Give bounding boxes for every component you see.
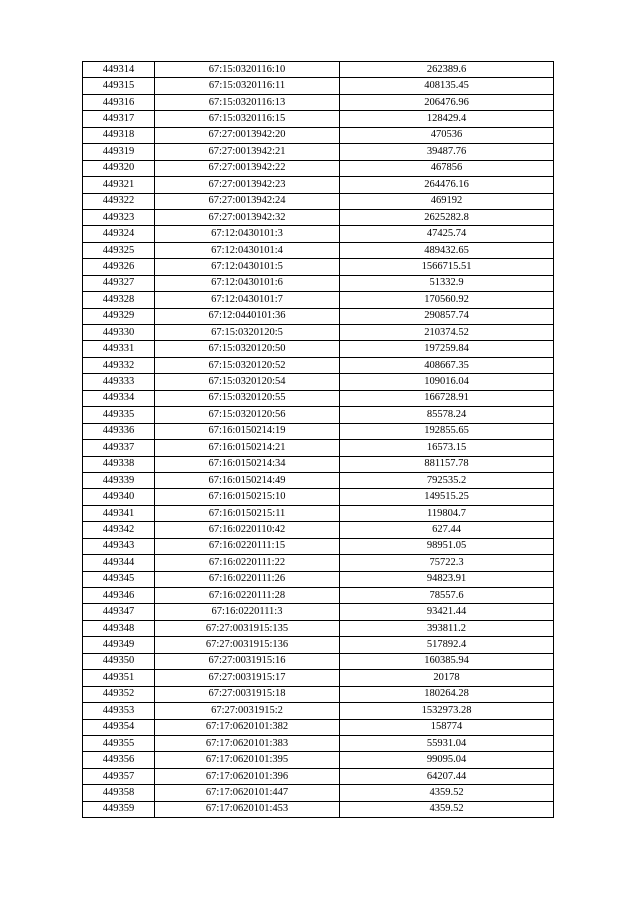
row-number-cell: 449334 (83, 390, 155, 406)
row-number-cell: 449322 (83, 193, 155, 209)
cadastral-number-cell: 67:16:0220111:3 (155, 604, 340, 620)
table-row (83, 259, 554, 275)
value-cell: 264476.16 (340, 177, 554, 193)
value-cell: 627.44 (340, 522, 554, 538)
table-row (83, 275, 554, 291)
cadastral-number-cell: 67:17:0620101:395 (155, 752, 340, 768)
table-row (83, 407, 554, 423)
row-number-cell: 449347 (83, 604, 155, 620)
table-row (83, 522, 554, 538)
cadastral-number-cell: 67:17:0620101:453 (155, 801, 340, 817)
cadastral-number-cell: 67:15:0320120:55 (155, 390, 340, 406)
cadastral-number-cell: 67:27:0013942:22 (155, 160, 340, 176)
value-cell: 210374.52 (340, 325, 554, 341)
table-row (83, 160, 554, 176)
cadastral-number-cell: 67:15:0320116:13 (155, 94, 340, 110)
value-cell: 467856 (340, 160, 554, 176)
value-cell: 408135.45 (340, 78, 554, 94)
value-cell: 469192 (340, 193, 554, 209)
cadastral-number-cell: 67:12:0430101:5 (155, 259, 340, 275)
data-table (82, 61, 554, 818)
cadastral-number-cell: 67:27:0013942:21 (155, 144, 340, 160)
row-number-cell: 449315 (83, 78, 155, 94)
cadastral-number-cell: 67:16:0150214:21 (155, 440, 340, 456)
cadastral-number-cell: 67:15:0320120:52 (155, 357, 340, 373)
row-number-cell: 449358 (83, 785, 155, 801)
cadastral-number-cell: 67:16:0150214:49 (155, 472, 340, 488)
table-row (83, 242, 554, 258)
table-body (83, 62, 554, 818)
cadastral-number-cell: 67:27:0031915:136 (155, 637, 340, 653)
row-number-cell: 449340 (83, 489, 155, 505)
row-number-cell: 449353 (83, 703, 155, 719)
cadastral-number-cell: 67:27:0031915:2 (155, 703, 340, 719)
cadastral-number-cell: 67:12:0430101:6 (155, 275, 340, 291)
cadastral-number-cell: 67:27:0013942:20 (155, 127, 340, 143)
table-row (83, 292, 554, 308)
value-cell: 4359.52 (340, 801, 554, 817)
row-number-cell: 449342 (83, 522, 155, 538)
cadastral-number-cell: 67:16:0150215:10 (155, 489, 340, 505)
cadastral-number-cell: 67:12:0440101:36 (155, 308, 340, 324)
row-number-cell: 449316 (83, 94, 155, 110)
table-row (83, 226, 554, 242)
table-row (83, 670, 554, 686)
value-cell: 55931.04 (340, 735, 554, 751)
cadastral-number-cell: 67:17:0620101:382 (155, 719, 340, 735)
row-number-cell: 449330 (83, 325, 155, 341)
table-row (83, 325, 554, 341)
value-cell: 170560.92 (340, 292, 554, 308)
value-cell: 98951.05 (340, 538, 554, 554)
row-number-cell: 449346 (83, 588, 155, 604)
row-number-cell: 449345 (83, 571, 155, 587)
row-number-cell: 449329 (83, 308, 155, 324)
table-row (83, 703, 554, 719)
value-cell: 160385.94 (340, 653, 554, 669)
cadastral-number-cell: 67:16:0220110:42 (155, 522, 340, 538)
cadastral-number-cell: 67:27:0013942:24 (155, 193, 340, 209)
cadastral-number-cell: 67:16:0220111:15 (155, 538, 340, 554)
row-number-cell: 449325 (83, 242, 155, 258)
cadastral-number-cell: 67:27:0031915:135 (155, 620, 340, 636)
row-number-cell: 449359 (83, 801, 155, 817)
value-cell: 39487.76 (340, 144, 554, 160)
row-number-cell: 449352 (83, 686, 155, 702)
value-cell: 51332.9 (340, 275, 554, 291)
table-row (83, 505, 554, 521)
value-cell: 119804.7 (340, 505, 554, 521)
row-number-cell: 449332 (83, 357, 155, 373)
table-row (83, 768, 554, 784)
row-number-cell: 449337 (83, 440, 155, 456)
row-number-cell: 449324 (83, 226, 155, 242)
row-number-cell: 449344 (83, 555, 155, 571)
cadastral-number-cell: 67:12:0430101:4 (155, 242, 340, 258)
table-row (83, 308, 554, 324)
row-number-cell: 449321 (83, 177, 155, 193)
value-cell: 75722.3 (340, 555, 554, 571)
row-number-cell: 449331 (83, 341, 155, 357)
value-cell: 180264.28 (340, 686, 554, 702)
table-row (83, 785, 554, 801)
value-cell: 290857.74 (340, 308, 554, 324)
value-cell: 2625282.8 (340, 209, 554, 225)
cadastral-number-cell: 67:16:0150215:11 (155, 505, 340, 521)
table-row (83, 472, 554, 488)
table-row (83, 144, 554, 160)
table-row (83, 341, 554, 357)
row-number-cell: 449357 (83, 768, 155, 784)
table-row (83, 571, 554, 587)
table-row (83, 94, 554, 110)
value-cell: 4359.52 (340, 785, 554, 801)
table-row (83, 440, 554, 456)
row-number-cell: 449355 (83, 735, 155, 751)
value-cell: 1532973.28 (340, 703, 554, 719)
value-cell: 393811.2 (340, 620, 554, 636)
table-row (83, 357, 554, 373)
table-row (83, 127, 554, 143)
cadastral-number-cell: 67:15:0320116:15 (155, 111, 340, 127)
table-row (83, 555, 554, 571)
cadastral-number-cell: 67:16:0220111:28 (155, 588, 340, 604)
cadastral-number-cell: 67:12:0430101:3 (155, 226, 340, 242)
cadastral-number-cell: 67:16:0150214:19 (155, 423, 340, 439)
cadastral-number-cell: 67:27:0013942:32 (155, 209, 340, 225)
value-cell: 20178 (340, 670, 554, 686)
cadastral-number-cell: 67:15:0320116:11 (155, 78, 340, 94)
table-row (83, 423, 554, 439)
row-number-cell: 449319 (83, 144, 155, 160)
table-row (83, 374, 554, 390)
cadastral-number-cell: 67:15:0320120:56 (155, 407, 340, 423)
cadastral-number-cell: 67:16:0220111:22 (155, 555, 340, 571)
row-number-cell: 449320 (83, 160, 155, 176)
table-row (83, 177, 554, 193)
cadastral-number-cell: 67:15:0320120:54 (155, 374, 340, 390)
table-row (83, 735, 554, 751)
value-cell: 881157.78 (340, 456, 554, 472)
row-number-cell: 449318 (83, 127, 155, 143)
cadastral-number-cell: 67:27:0031915:17 (155, 670, 340, 686)
row-number-cell: 449338 (83, 456, 155, 472)
table-row (83, 538, 554, 554)
row-number-cell: 449335 (83, 407, 155, 423)
value-cell: 47425.74 (340, 226, 554, 242)
table-row (83, 801, 554, 817)
value-cell: 99095.04 (340, 752, 554, 768)
row-number-cell: 449328 (83, 292, 155, 308)
value-cell: 78557.6 (340, 588, 554, 604)
value-cell: 408667.35 (340, 357, 554, 373)
value-cell: 792535.2 (340, 472, 554, 488)
table-row (83, 653, 554, 669)
cadastral-number-cell: 67:15:0320120:50 (155, 341, 340, 357)
value-cell: 85578.24 (340, 407, 554, 423)
cadastral-number-cell: 67:17:0620101:396 (155, 768, 340, 784)
table-row (83, 111, 554, 127)
row-number-cell: 449326 (83, 259, 155, 275)
row-number-cell: 449350 (83, 653, 155, 669)
value-cell: 197259.84 (340, 341, 554, 357)
cadastral-number-cell: 67:16:0220111:26 (155, 571, 340, 587)
table-row (83, 752, 554, 768)
row-number-cell: 449336 (83, 423, 155, 439)
cadastral-number-cell: 67:12:0430101:7 (155, 292, 340, 308)
row-number-cell: 449314 (83, 62, 155, 78)
table-row (83, 489, 554, 505)
row-number-cell: 449339 (83, 472, 155, 488)
table-row (83, 637, 554, 653)
table-row (83, 209, 554, 225)
value-cell: 64207.44 (340, 768, 554, 784)
cadastral-number-cell: 67:27:0013942:23 (155, 177, 340, 193)
value-cell: 16573.15 (340, 440, 554, 456)
row-number-cell: 449348 (83, 620, 155, 636)
cadastral-number-cell: 67:16:0150214:34 (155, 456, 340, 472)
value-cell: 262389.6 (340, 62, 554, 78)
row-number-cell: 449354 (83, 719, 155, 735)
row-number-cell: 449341 (83, 505, 155, 521)
value-cell: 158774 (340, 719, 554, 735)
row-number-cell: 449317 (83, 111, 155, 127)
value-cell: 489432.65 (340, 242, 554, 258)
table-row (83, 719, 554, 735)
value-cell: 517892.4 (340, 637, 554, 653)
cadastral-number-cell: 67:17:0620101:447 (155, 785, 340, 801)
cadastral-number-cell: 67:15:0320116:10 (155, 62, 340, 78)
value-cell: 166728.91 (340, 390, 554, 406)
table-row (83, 456, 554, 472)
row-number-cell: 449351 (83, 670, 155, 686)
value-cell: 149515.25 (340, 489, 554, 505)
table-row (83, 78, 554, 94)
table-row (83, 390, 554, 406)
row-number-cell: 449333 (83, 374, 155, 390)
value-cell: 206476.96 (340, 94, 554, 110)
value-cell: 1566715.51 (340, 259, 554, 275)
value-cell: 94823.91 (340, 571, 554, 587)
cadastral-number-cell: 67:15:0320120:5 (155, 325, 340, 341)
row-number-cell: 449343 (83, 538, 155, 554)
table-row (83, 588, 554, 604)
value-cell: 128429.4 (340, 111, 554, 127)
value-cell: 109016.04 (340, 374, 554, 390)
value-cell: 93421.44 (340, 604, 554, 620)
cadastral-number-cell: 67:17:0620101:383 (155, 735, 340, 751)
table-row (83, 193, 554, 209)
value-cell: 470536 (340, 127, 554, 143)
row-number-cell: 449356 (83, 752, 155, 768)
cadastral-number-cell: 67:27:0031915:16 (155, 653, 340, 669)
table-row (83, 604, 554, 620)
row-number-cell: 449349 (83, 637, 155, 653)
row-number-cell: 449323 (83, 209, 155, 225)
table-row (83, 686, 554, 702)
table-row (83, 62, 554, 78)
value-cell: 192855.65 (340, 423, 554, 439)
table-row (83, 620, 554, 636)
row-number-cell: 449327 (83, 275, 155, 291)
cadastral-number-cell: 67:27:0031915:18 (155, 686, 340, 702)
